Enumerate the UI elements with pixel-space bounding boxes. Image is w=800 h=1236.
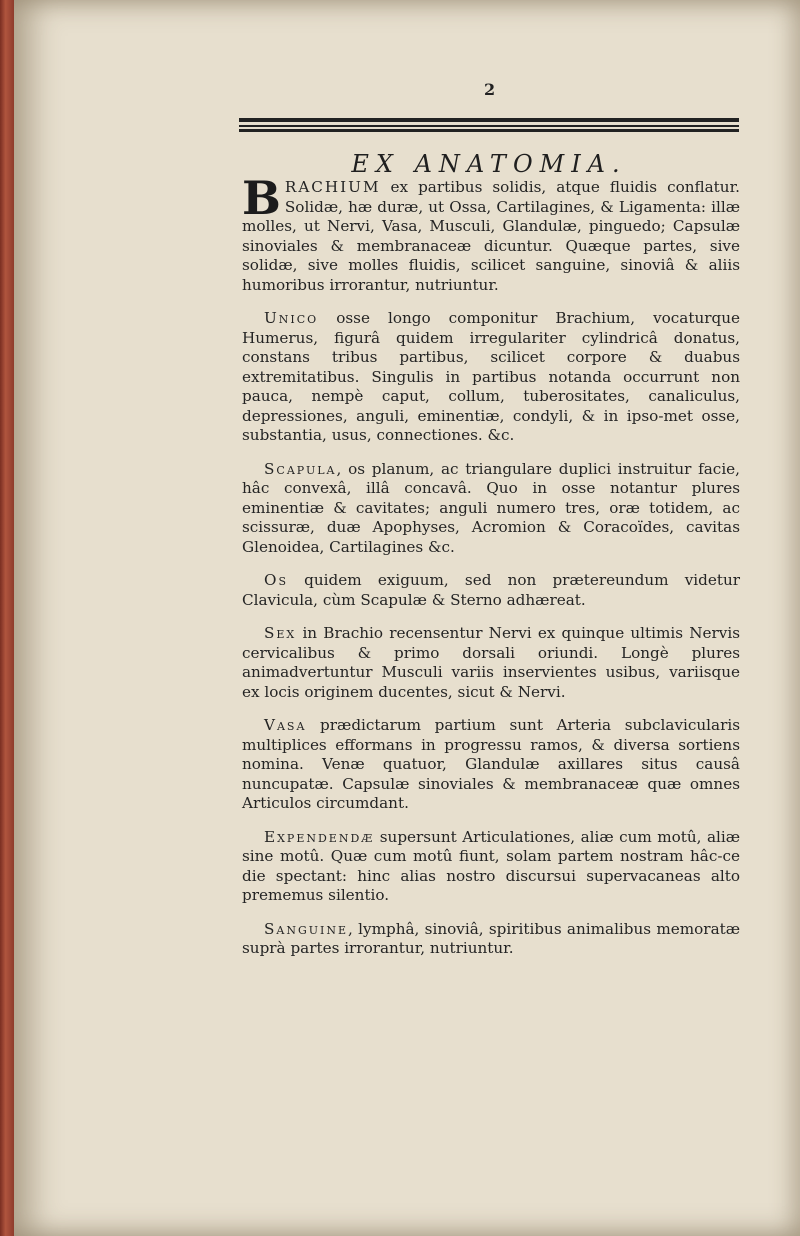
book-page [14,0,800,1236]
paragraph-lead: Unico [264,309,319,327]
paragraph-lead: Os [264,571,288,589]
body-text [242,171,740,973]
paragraph-text: ex partibus solidis, atque fluidis conflatur. Solidæ, hæ duræ, ut Ossa, Cartilagines, & Ligamenta: illæ molles, ut Nervi, Vasa, Musculi, Glandulæ, pinguedo; Capsulæ sinoviales & membranaceæ dicuntur. Quæque partes, sive solidæ, sive molles fluidis, scilicet sanguine, sinoviâ & aliis humoribus irrorantur, nutriuntur. [242,178,740,294]
header-rule-thin [239,125,739,127]
paragraph-lead: Sanguine [264,919,349,938]
page-heading: EX ANATOMIA. [351,150,627,178]
paragraph-1 [242,171,740,295]
drop-cap: B [242,171,281,225]
paragraph-text: , os planum, ac triangulare duplici instruitur facie, hâc convexâ, illâ concavâ. Quo in osse notantur plures eminentiæ & cavitates; anguli numero tres, oræ totidem, ac scissuræ, duæ Apophyses, Acromion & Coracoïdes, cavitas Glenoidea, Cartilagines &c. [242,459,740,556]
book-binding-edge [0,0,14,1236]
header-rule-thick [239,118,739,122]
paragraph-lead: Sex [264,624,297,642]
paragraph-text: prædictarum partium sunt Arteria subclavicularis multiplices efformans in progressu ramos, & diversa sortiens nomina. Venæ quatuor, Glandulæ axillares situs causâ nuncupatæ. Capsulæ sinoviales & membranaceæ quæ omnes Articulos circumdant. [242,716,740,812]
paragraph-4 [242,571,740,610]
paragraph-text: supersunt Articulationes, aliæ cum motû, aliæ sine motû. Quæ cum motû fiunt, solam partem nostram hâc-ce die spectant: hinc alias nostro discursui supervacaneas alto prememus silentio. [242,827,740,904]
paragraph-lead: Scapula [264,459,337,478]
page-number: 2 [484,80,496,99]
paragraph-text: osse longo componitur Brachium, vocaturque Humerus, figurâ quidem irregulariter cylindricâ donatus, constans tribus partibus, scilicet corpore & duabus extremitatibus. Singulis in partibus notanda occurrunt non pauca, nempè caput, collum, tuberositates, canaliculus, depressiones, anguli, eminentiæ, condyli, & in ipso-met osse, substantia, usus, connectiones. &c. [242,309,740,444]
header-rule-bottom [239,129,739,132]
paragraph-lead: RACHIUM [284,178,381,196]
paragraph-5 [242,624,740,702]
paragraph-7 [242,828,740,906]
paragraph-2 [242,309,740,446]
paragraph-8 [242,920,740,959]
paragraph-text: , lymphâ, sinoviâ, spiritibus animalibus memoratæ suprà partes irrorantur, nutriuntur. [242,919,740,957]
paragraph-6 [242,716,740,814]
paragraph-text: quidem exiguum, sed non prætereundum videtur Clavicula, cùm Scapulæ & Sterno adhæreat. [242,571,740,609]
paragraph-lead: Expendendæ [264,827,375,846]
paragraph-3 [242,460,740,558]
paragraph-lead: Vasa [264,716,307,734]
paragraph-text: in Brachio recensentur Nervi ex quinque ultimis Nervis cervicalibus & primo dorsali oriundi. Longè plures animadvertuntur Musculi variis inservientes usibus, variisque ex locis originem ducentes, sicut & Nervi. [242,624,740,701]
